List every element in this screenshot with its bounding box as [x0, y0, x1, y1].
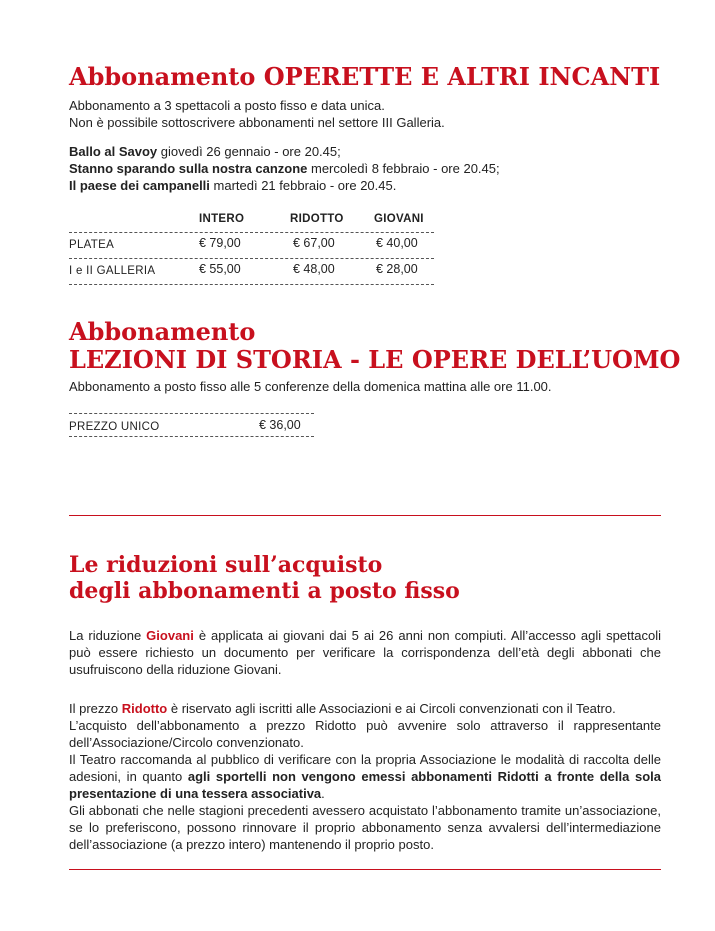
section3-title-line2: degli abbonamenti a posto fisso	[69, 578, 460, 604]
section2-title	[69, 318, 680, 374]
show-item	[69, 177, 669, 194]
row-label-galleria: I e II GALLERIA	[69, 265, 156, 277]
section1-title: Abbonamento OPERETTE E ALTRI INCANTI	[69, 62, 661, 91]
section2-title-line2: LEZIONI DI STORIA - LE OPERE DELL’UOMO	[69, 345, 681, 374]
paragraph-ridotto	[69, 700, 661, 717]
text-span: Il prezzo	[69, 701, 122, 716]
paragraph-giovani	[69, 627, 661, 678]
price-value: € 36,00	[259, 418, 301, 432]
bold-warning: agli sportelli non vengono emessi abbonamenti Ridotti a fronte della sola presentazione di una tessera associativa	[69, 769, 661, 801]
col-header-ridotto: RIDOTTO	[290, 213, 344, 225]
paragraph-raccomanda	[69, 751, 661, 802]
show-item	[69, 160, 669, 177]
row-label-platea: PLATEA	[69, 239, 115, 251]
show-date: giovedì 26 gennaio - ore 20.45;	[157, 144, 341, 159]
text-span: è riservato agli iscritti alle Associazioni e ai Circoli convenzionati con il Teatro.	[167, 701, 616, 716]
price-cell: € 79,00	[199, 236, 241, 250]
price-cell: € 28,00	[376, 262, 418, 276]
show-name: Stanno sparando sulla nostra canzone	[69, 161, 308, 176]
col-header-giovani: GIOVANI	[374, 213, 424, 225]
keyword-ridotto: Ridotto	[121, 701, 168, 716]
text-span: è applicata ai giovani dai 5 ai 26 anni non compiuti. All’accesso agli spettacoli può essere richiesto un documento per verificare la corrispondenza dell’età degli abbonati che usufruiscono della riduzione Giovani.	[69, 628, 661, 677]
table-divider	[69, 436, 314, 437]
paragraph-acquisto: L’acquisto dell’abbonamento a prezzo Ridotto può avvenire solo attraverso il rappresentante dell’Associazione/Circolo convenzionato.	[69, 718, 661, 750]
section-divider	[69, 869, 661, 870]
text-span: .	[321, 786, 325, 801]
col-header-intero: INTERO	[199, 213, 245, 225]
price-label: PREZZO UNICO	[69, 421, 160, 433]
table-divider	[69, 284, 434, 285]
table-divider	[69, 232, 434, 233]
show-name: Ballo al Savoy	[69, 144, 158, 159]
text-span: La riduzione	[69, 628, 147, 643]
section2-title-line1: Abbonamento	[69, 317, 256, 346]
paragraph-rinnovo: Gli abbonati che nelle stagioni precedenti avessero acquistato l’abbonamento tramite un’associazione, se lo preferiscono, possono rinnovare il proprio abbonamento senza avvalersi dell’intermediazione dell’associazione (a prezzo intero) mantenendo il proprio posto.	[69, 803, 661, 852]
price-cell: € 55,00	[199, 262, 241, 276]
section2-intro: Abbonamento a posto fisso alle 5 conferenze della domenica mattina alle ore 11.00.	[69, 379, 552, 394]
show-name: Il paese dei campanelli	[69, 178, 210, 193]
section-divider	[69, 515, 661, 516]
show-list	[69, 143, 669, 194]
table-divider	[69, 413, 314, 414]
price-cell: € 67,00	[293, 236, 335, 250]
price-cell: € 48,00	[293, 262, 335, 276]
section3-title-line1: Le riduzioni sull’acquisto	[69, 552, 383, 578]
text-span: Il Teatro raccomanda al pubblico di verificare con la propria Associazione le modalità di raccolta delle adesioni, in quanto	[69, 752, 661, 784]
section3-body	[69, 627, 661, 853]
show-date: martedì 21 febbraio - ore 20.45.	[209, 178, 397, 193]
show-date: mercoledì 8 febbraio - ore 20.45;	[307, 161, 500, 176]
table-divider	[69, 258, 434, 259]
section1-intro	[69, 97, 669, 131]
price-cell: € 40,00	[376, 236, 418, 250]
intro-line: Abbonamento a 3 spettacoli a posto fisso e data unica.	[69, 98, 385, 113]
intro-line: Non è possibile sottoscrivere abbonamenti nel settore III Galleria.	[69, 115, 445, 130]
section3-title	[69, 552, 460, 604]
show-item	[69, 143, 669, 160]
keyword-giovani: Giovani	[146, 628, 194, 643]
